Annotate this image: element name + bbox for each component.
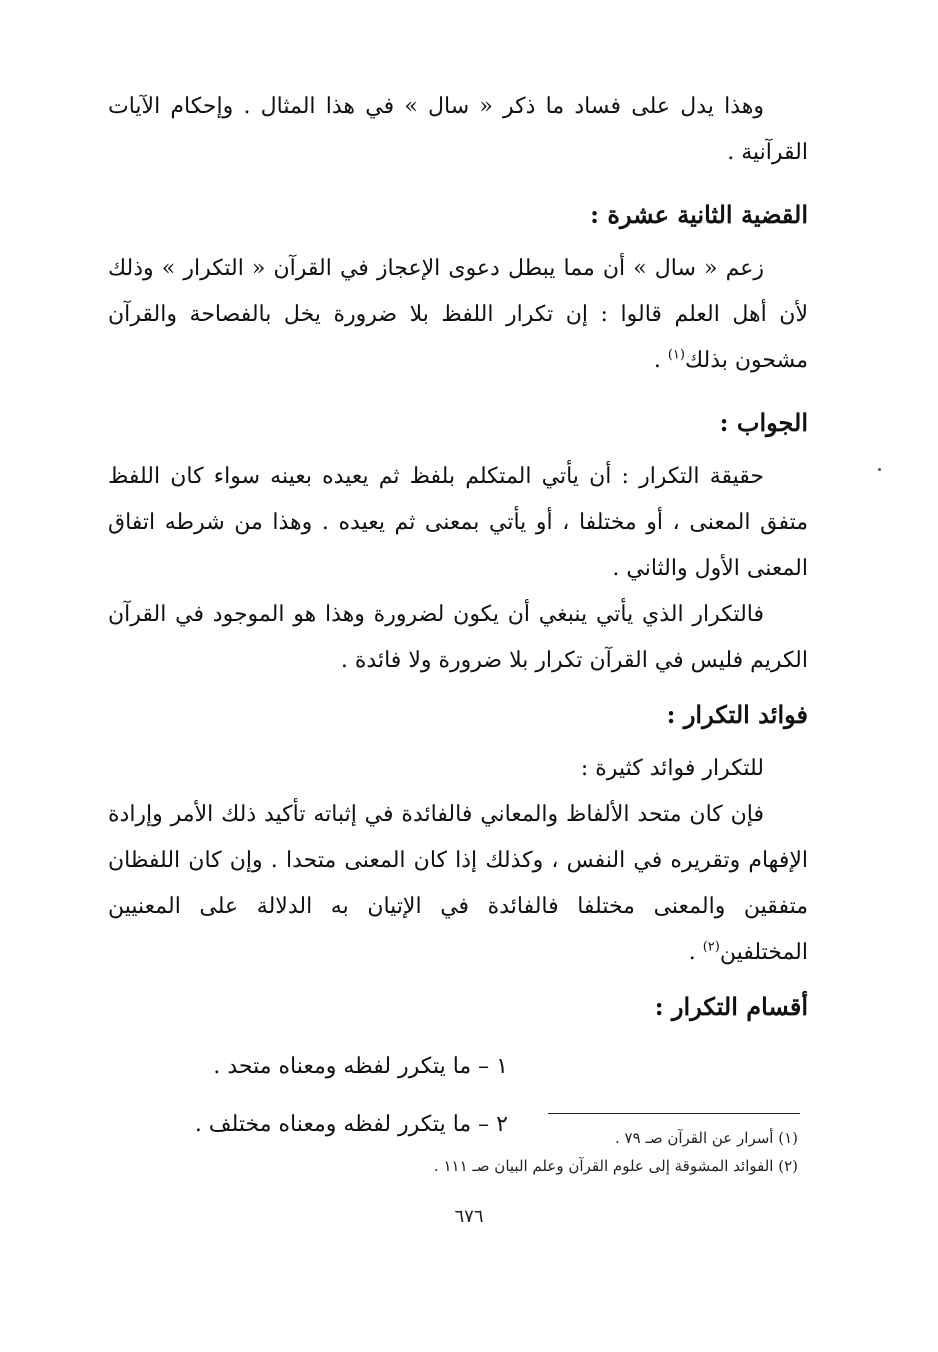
- list-item-1: ١ – ما يتكرر لفظه ومعناه متحد .: [213, 1054, 508, 1079]
- heading-issue-twelve: القضية الثانية عشرة :: [590, 200, 808, 229]
- footnotes: [108, 1124, 808, 1180]
- heading-answer: الجواب :: [719, 408, 808, 437]
- paragraph-6: [108, 792, 808, 976]
- footnote-2: (٢) الفوائد المشوقة إلى علوم القرآن وعلم البيان صـ ١١١ .: [433, 1157, 798, 1175]
- paragraph-2-end: .: [653, 348, 668, 373]
- paragraph-5: للتكرار فوائد كثيرة :: [580, 756, 764, 781]
- paragraph-2-text: زعم « سال » أن مما يبطل دعوى الإعجاز في القرآن « التكرار » وذلك لأن أهل العلم قالوا : إن تكرار اللفظ بلا ضرورة يخل بالفصاحة والقرآن مشحون بذلك: [108, 256, 808, 373]
- heading-types: أقسام التكرار :: [654, 992, 808, 1021]
- paragraph-6-text: فإن كان متحد الألفاظ والمعاني فالفائدة في إثباته تأكيد ذلك الأمر وإرادة الإفهام وتقريره في النفس ، وكذلك إذا كان المعنى متحدا . وإن كان اللفظان متفقين والمعنى مختلفا فالفائدة في الإتيان به الدلالة على المعنيين المختلفين: [108, 802, 808, 965]
- paragraph-1: وهذا يدل على فساد ما ذكر « سال » في هذا المثال . وإحكام الآيات القرآنية .: [108, 94, 808, 165]
- footnote-divider: [548, 1113, 800, 1114]
- paragraph-3: حقيقة التكرار : أن يأتي المتكلم بلفظ ثم يعيده بعينه سواء كان اللفظ متفق المعنى ، أو مختلفا ، أو يأتي بمعنى ثم يعيده . وهذا من شرطه اتفاق المعنى الأول والثاني .: [108, 464, 809, 581]
- page-body: [108, 84, 808, 1154]
- footnote-ref-1: (١): [667, 347, 685, 363]
- list-item-2: ٢ – ما يتكرر لفظه ومعناه مختلف .: [194, 1112, 508, 1137]
- footnote-ref-2: (٢): [702, 939, 720, 955]
- scan-speck: [878, 468, 881, 471]
- paragraph-4: فالتكرار الذي يأتي ينبغي أن يكون لضرورة وهذا هو الموجود في القرآن الكريم فليس في القرآن تكرار بلا ضرورة ولا فائدة .: [108, 602, 808, 673]
- paragraph-6-end: .: [688, 940, 703, 965]
- footnote-1: (١) أسرار عن القرآن صـ ٧٩ .: [615, 1129, 798, 1147]
- paragraph-2: [108, 246, 808, 384]
- page-number: ٦٧٦: [454, 1206, 484, 1227]
- heading-benefits: فوائد التكرار :: [666, 700, 808, 729]
